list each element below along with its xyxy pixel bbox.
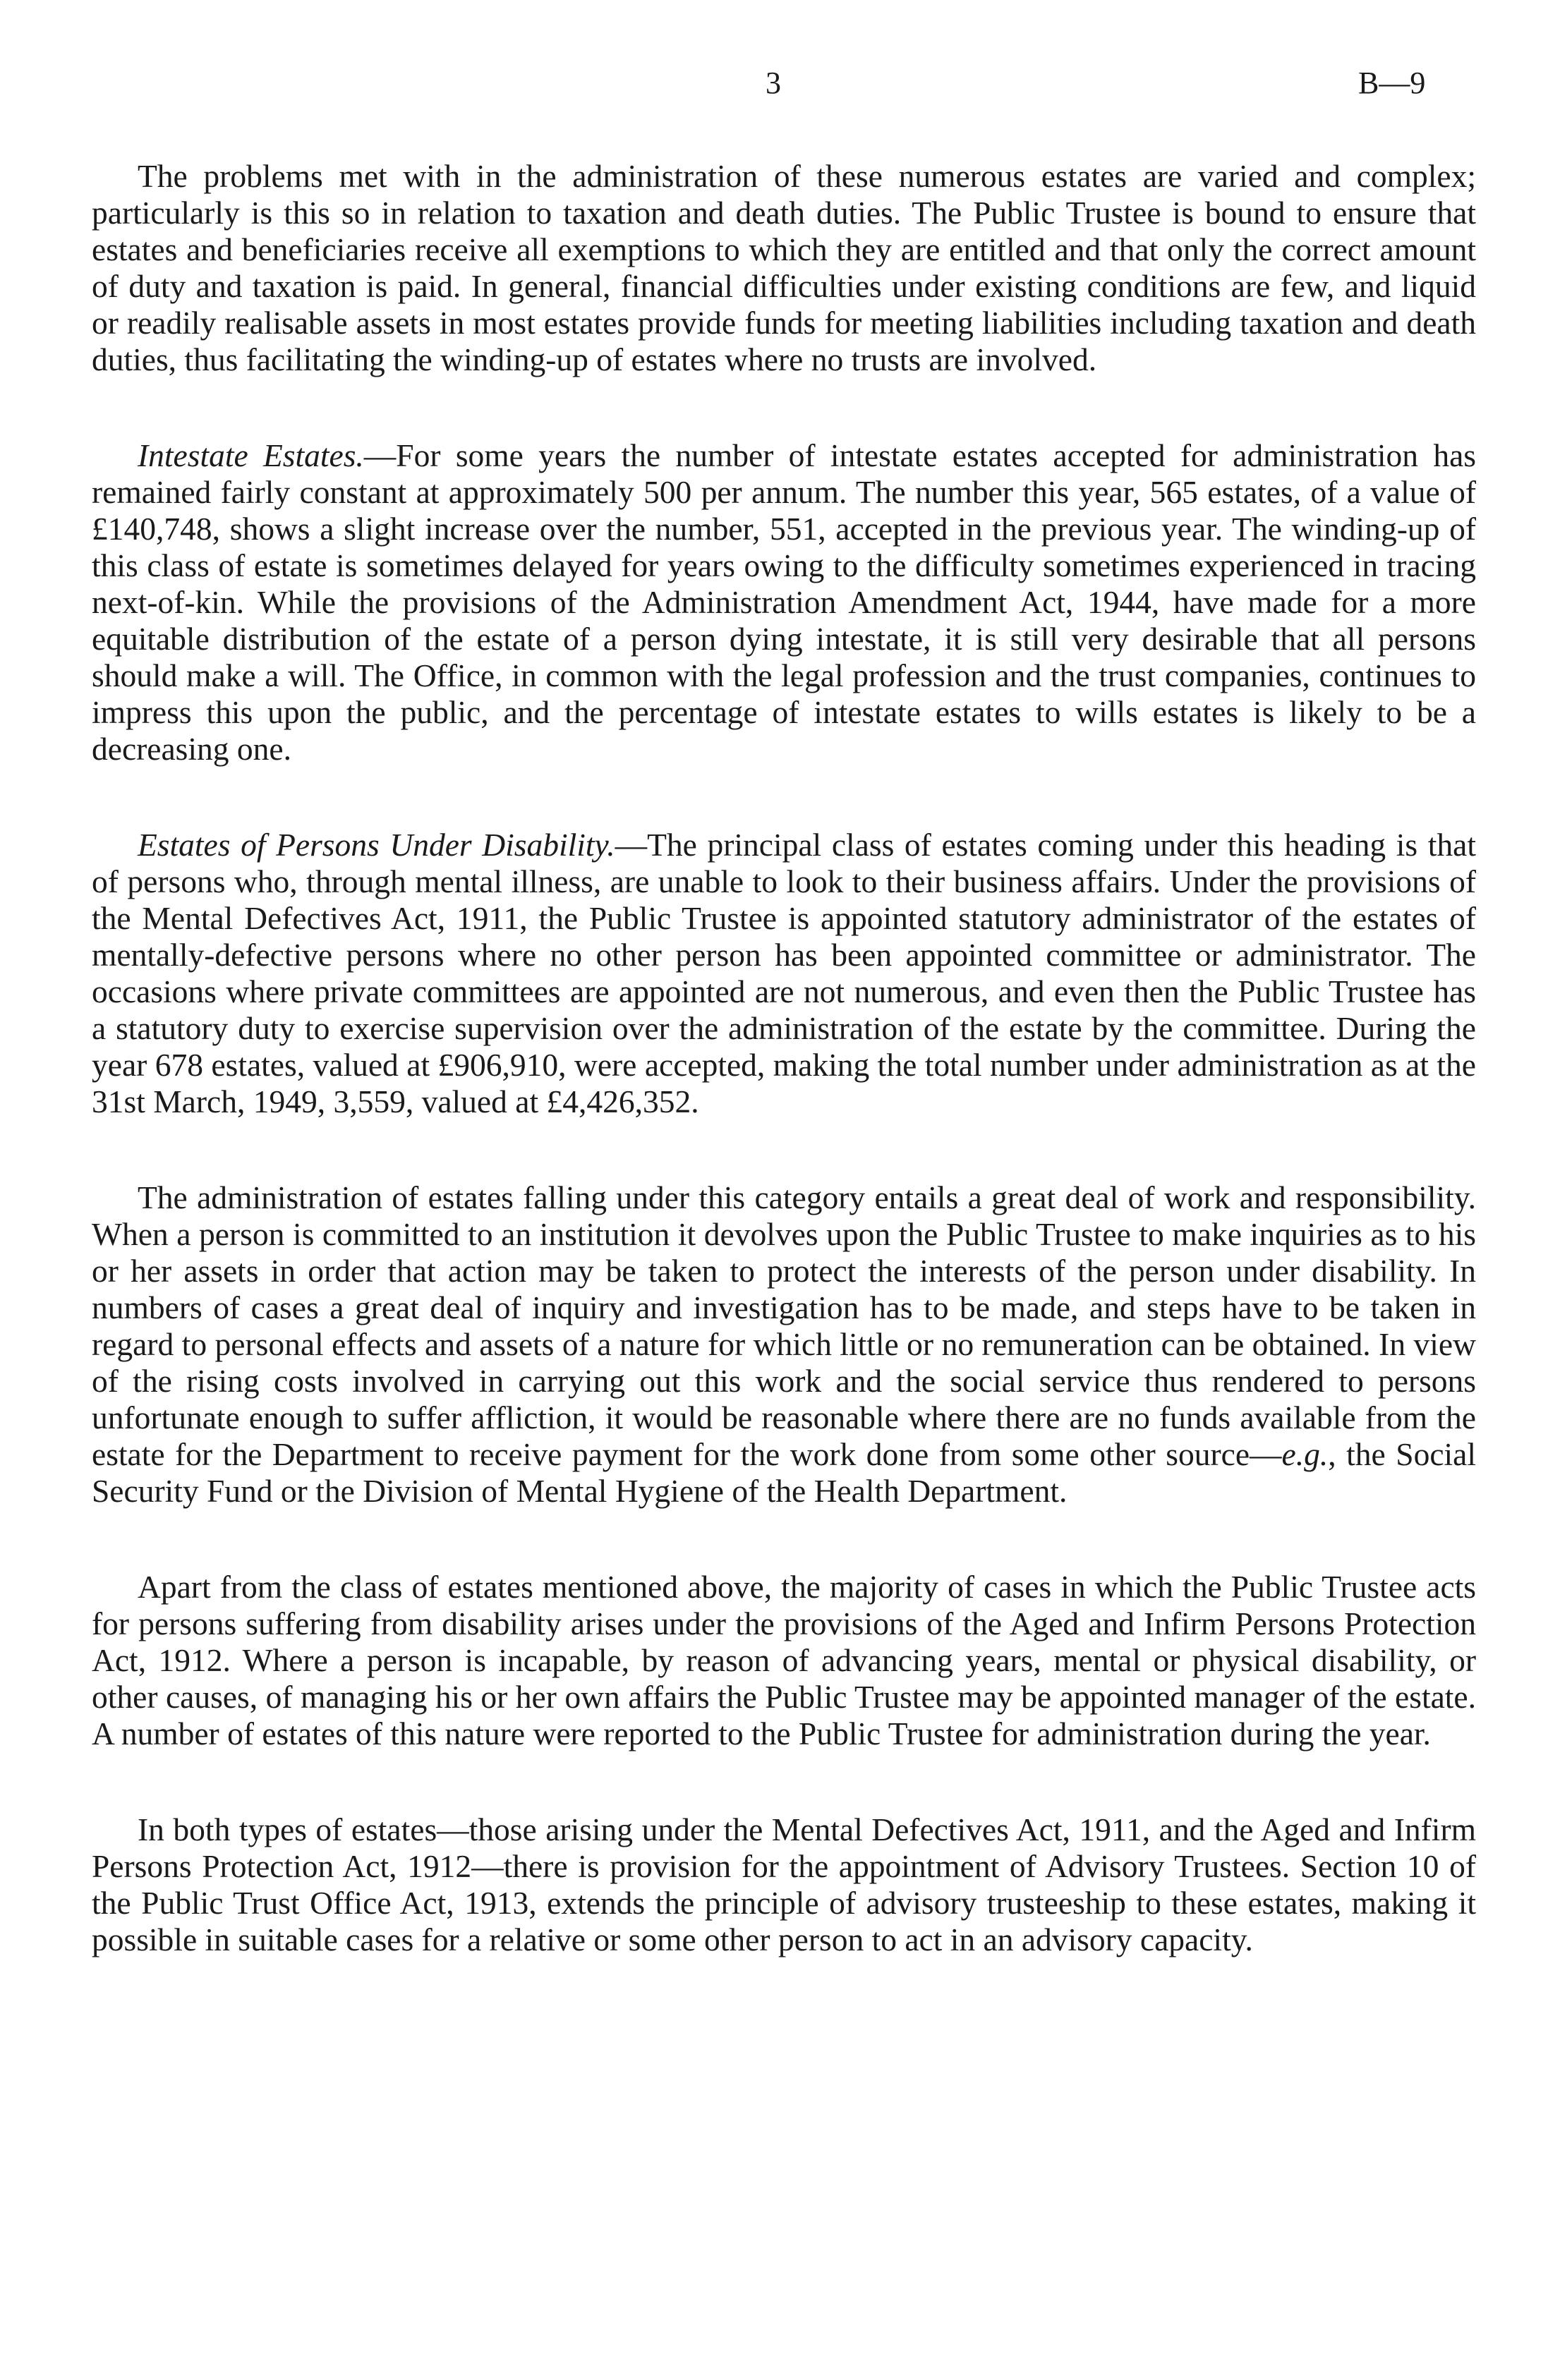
section-heading-intestate-estates: Intestate Estates. (138, 437, 364, 473)
paragraph-persons-under-disability (92, 827, 1476, 1120)
eg-abbreviation: e.g. (1281, 1436, 1329, 1472)
section-heading-persons-under-disability: Estates of Persons Under Disability. (138, 827, 615, 863)
paragraph-text: The administration of estates falling under this category entails a great deal of work and responsibility. When a person is committed to an institution it devolves upon the Public Trustee to make inquiries as to his or her assets in order that action may be taken to protect the interests of the person under disability. In numbers of cases a great deal of inquiry and investigation has to be made, and steps have to be taken in regard to personal effects and assets of a nature for which little or no remuneration can be obtained. In view of the rising costs involved in carrying out this work and the social service thus rendered to persons unfortunate enough to suffer affliction, it would be reasonable where there are no funds available from the estate for the Department to receive payment for the work done from some other source— (92, 1179, 1476, 1472)
page-header (0, 65, 1560, 107)
paragraph-aged-infirm-persons (92, 1569, 1476, 1752)
document-reference: B—9 (1358, 66, 1426, 100)
page-number: 3 (766, 66, 781, 100)
paragraph-text: In both types of estates—those arising under the Mental Defectives Act, 1911, and the Aged and Infirm Persons Protection Act, 1912—there is provision for the appointment of Advisory Trustees. Section 10 of the Public Trust Office Act, 1913, extends the principle of advisory trusteeship to these estates, making it possible in suitable cases for a relative or some other person to act in an advisory capacity. (92, 1811, 1476, 1957)
body-text (92, 158, 1476, 1958)
paragraph-text: Apart from the class of estates mentioned above, the majority of cases in which the Public Trustee acts for persons suffering from disability arises under the provisions of the Aged and Infirm Persons Protection Act, 1912. Where a person is incapable, by reason of advancing years, mental or physical disability, or other causes, of managing his or her own affairs the Public Trustee may be appointed manager of the estate. A number of estates of this nature were reported to the Public Trustee for administration during the year. (92, 1569, 1476, 1751)
paragraph-text-continued: , the Social Security Fund or the Division of Mental Hygiene of the Health Department. (92, 1436, 1476, 1509)
paragraph-text: The problems met with in the administration of these numerous estates are varied and complex; particularly is this so in relation to taxation and death duties. The Public Trustee is bound to ensure that estates and beneficiaries receive all exemptions to which they are entitled and that only the correct amount of duty and taxation is paid. In general, financial difficulties under existing conditions are few, and liquid or readily realisable assets in most estates provide funds for meeting liabilities including taxation and death duties, thus facilitating the winding-up of estates where no trusts are involved. (92, 158, 1476, 377)
paragraph-text: —The principal class of estates coming under this heading is that of persons who, through mental illness, are unable to look to their business affairs. Under the provisions of the Mental Defectives Act, 1911, the Public Trustee is appointed statutory administrator of the estates of mentally-defective persons where no other person has been appointed committee or administrator. The occasions where private committees are appointed are not numerous, and even then the Public Trustee has a statutory duty to exercise supervision over the administration of the estate by the committee. During the year 678 estates, valued at £906,910, were accepted, making the total number under administration as at the 31st March, 1949, 3,559, valued at £4,426,352. (92, 827, 1476, 1119)
paragraph-administration-work (92, 1179, 1476, 1510)
paragraph-taxation (92, 158, 1476, 378)
paragraph-text: —For some years the number of intestate estates accepted for administration has remained fairly constant at approximately 500 per annum. The number this year, 565 estates, of a value of £140,748, shows a slight increase over the number, 551, accepted in the previous year. The winding-up of this class of estate is sometimes delayed for years owing to the difficulty sometimes experienced in tracing next-of-kin. While the provisions of the Administration Amendment Act, 1944, have made for a more equitable distribution of the estate of a person dying intestate, it is still very desirable that all persons should make a will. The Office, in common with the legal profession and the trust companies, continues to impress this upon the public, and the percentage of intestate estates to wills estates is likely to be a decreasing one. (92, 437, 1476, 767)
paragraph-advisory-trustees (92, 1811, 1476, 1958)
paragraph-intestate-estates (92, 437, 1476, 767)
